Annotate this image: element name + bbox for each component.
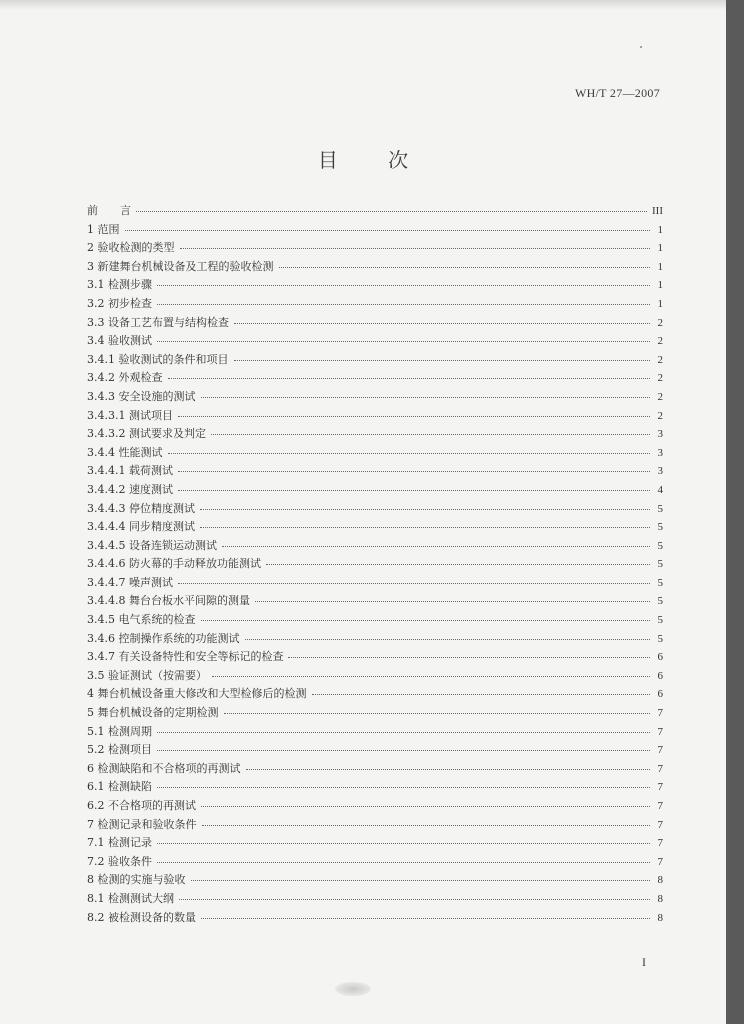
- toc-entry-label: 3.4.4.4 同步精度测试: [87, 520, 195, 534]
- toc-entry-label: 8 检测的实施与验收: [87, 873, 186, 887]
- toc-entry[interactable]: [87, 797, 663, 816]
- toc-entry[interactable]: [87, 555, 663, 574]
- toc-entry[interactable]: [87, 202, 663, 221]
- toc-leader-dots: [222, 545, 650, 547]
- toc-entry-page: 7: [657, 762, 663, 775]
- toc-entry[interactable]: [87, 723, 663, 742]
- toc-entry-page: 3: [657, 465, 663, 478]
- toc-entry[interactable]: [87, 648, 663, 667]
- toc-entry[interactable]: [87, 667, 663, 686]
- toc-entry-label: 3.4.4.1 载荷测试: [87, 464, 173, 478]
- toc-entry-page: 4: [657, 483, 663, 496]
- toc-entry-label: 6 检测缺陷和不合格项的再测试: [87, 761, 241, 775]
- toc-entry[interactable]: [87, 332, 663, 351]
- toc-entry[interactable]: [87, 704, 663, 723]
- toc-entry-label: 3.4.4 性能测试: [87, 445, 163, 459]
- toc-entry[interactable]: [87, 537, 663, 556]
- toc-entry-page: 1: [657, 297, 663, 310]
- toc-entry-label: 3.4.4.7 噪声测试: [87, 575, 173, 589]
- toc-entry-page: 1: [657, 279, 663, 292]
- toc-leader-dots: [168, 377, 651, 379]
- toc-entry-label: 3.4.2 外观检查: [87, 371, 163, 385]
- toc-entry-label: 3.4.4.6 防火幕的手动释放功能测试: [87, 557, 261, 571]
- toc-leader-dots: [201, 805, 650, 807]
- toc-leader-dots: [211, 433, 650, 435]
- toc-leader-dots: [201, 619, 651, 621]
- toc-entry-label: 3.4.4.2 速度测试: [87, 482, 173, 496]
- toc-entry[interactable]: [87, 816, 663, 835]
- toc-leader-dots: [312, 693, 651, 695]
- toc-entry-page: 7: [657, 855, 663, 868]
- toc-entry[interactable]: [87, 239, 663, 258]
- toc-entry[interactable]: [87, 462, 663, 481]
- toc-entry-page: 1: [657, 242, 663, 255]
- toc-entry-label: 1 范围: [87, 222, 120, 236]
- toc-entry-page: 7: [657, 744, 663, 757]
- toc-leader-dots: [157, 842, 650, 844]
- toc-leader-dots: [191, 879, 651, 881]
- standard-code: WH/T 27—2007: [574, 86, 660, 100]
- toc-entry-page: 7: [657, 781, 663, 794]
- toc-entry-page: 2: [657, 335, 663, 348]
- toc-entry[interactable]: [87, 890, 663, 909]
- scanner-background: [726, 0, 744, 1024]
- toc-entry[interactable]: [87, 221, 663, 240]
- toc-leader-dots: [157, 284, 650, 286]
- toc-entry[interactable]: [87, 351, 663, 370]
- toc-entry[interactable]: [87, 518, 663, 537]
- toc-entry[interactable]: [87, 258, 663, 277]
- toc-entry-page: 3: [657, 446, 663, 459]
- toc-leader-dots: [279, 266, 651, 268]
- toc-entry-page: 1: [657, 223, 663, 236]
- toc-entry-page: 8: [657, 911, 663, 924]
- toc-leader-dots: [266, 563, 650, 565]
- toc-entry[interactable]: [87, 834, 663, 853]
- toc-leader-dots: [245, 638, 651, 640]
- toc-entry-label: 3.1 检测步骤: [87, 278, 152, 292]
- toc-entry[interactable]: [87, 741, 663, 760]
- toc-leader-dots: [125, 229, 651, 231]
- toc-entry-label: 前 言: [87, 204, 131, 217]
- toc-entry-page: 5: [657, 521, 663, 534]
- toc-leader-dots: [202, 824, 651, 826]
- toc-leader-dots: [200, 508, 650, 510]
- toc-entry-page: 5: [657, 539, 663, 552]
- toc-entry[interactable]: [87, 611, 663, 630]
- toc-leader-dots: [201, 396, 651, 398]
- scan-speck: [640, 46, 642, 48]
- toc-entry-page: 2: [657, 409, 663, 422]
- toc-leader-dots: [180, 247, 651, 249]
- toc-entry[interactable]: [87, 871, 663, 890]
- toc-entry[interactable]: [87, 778, 663, 797]
- toc-entry-page: 7: [657, 707, 663, 720]
- toc-entry-page: 2: [657, 372, 663, 385]
- toc-entry-page: 5: [657, 576, 663, 589]
- toc-leader-dots: [178, 582, 650, 584]
- toc-entry-page: 5: [657, 595, 663, 608]
- toc-entry-page: 6: [657, 688, 663, 701]
- toc-leader-dots: [179, 898, 650, 900]
- toc-entry[interactable]: [87, 295, 663, 314]
- toc-entry-label: 5.1 检测周期: [87, 724, 152, 738]
- toc-entry-label: 7.1 检测记录: [87, 836, 152, 850]
- toc-entry-label: 3.2 初步检查: [87, 296, 152, 310]
- toc-leader-dots: [201, 917, 650, 919]
- toc-leader-dots: [255, 600, 650, 602]
- toc-entry[interactable]: [87, 425, 663, 444]
- toc-entry-label: 3.4.3 安全设施的测试: [87, 389, 196, 403]
- toc-entry-label: 3.4.4.8 舞台台板水平间隙的测量: [87, 594, 250, 608]
- toc-entry[interactable]: [87, 388, 663, 407]
- toc-entry-page: 2: [657, 390, 663, 403]
- toc-entry[interactable]: [87, 592, 663, 611]
- toc-entry-page: 2: [657, 316, 663, 329]
- toc-entry-page: 6: [657, 651, 663, 664]
- toc-entry-label: 5.2 检测项目: [87, 743, 152, 757]
- toc-entry-page: 7: [657, 800, 663, 812]
- toc-entry-label: 3 新建舞台机械设备及工程的验收检测: [87, 259, 274, 273]
- toc-leader-dots: [157, 749, 650, 751]
- page-number: I: [642, 955, 646, 969]
- toc-entry[interactable]: [87, 853, 663, 872]
- toc-leader-dots: [157, 861, 650, 863]
- toc-entry-page: 5: [657, 632, 663, 645]
- toc-entry[interactable]: [87, 276, 663, 295]
- toc-leader-dots: [168, 452, 651, 454]
- toc-leader-dots: [178, 415, 650, 417]
- toc-leader-dots: [246, 768, 651, 770]
- toc-entry-page: 7: [657, 725, 663, 738]
- toc-entry-label: 6.2 不合格项的再测试: [87, 799, 196, 812]
- toc-entry[interactable]: [87, 444, 663, 463]
- toc-entry-page: 2: [657, 353, 663, 366]
- toc-leader-dots: [157, 731, 650, 733]
- toc-leader-dots: [157, 303, 650, 305]
- toc-entry-label: 3.4.4.3 停位精度测试: [87, 501, 195, 515]
- toc-entry[interactable]: [87, 685, 663, 704]
- toc-leader-dots: [178, 470, 650, 472]
- toc-entry-label: 2 验收检测的类型: [87, 241, 175, 255]
- toc-entry-page: 5: [657, 614, 663, 627]
- scan-shadow: [0, 0, 726, 10]
- toc-entry-label: 3.4.6 控制操作系统的功能测试: [87, 631, 240, 645]
- toc-entry-label: 3.4.5 电气系统的检查: [87, 613, 196, 627]
- toc-entry-label: 5 舞台机械设备的定期检测: [87, 706, 219, 720]
- toc-entry-label: 3.4 验收测试: [87, 334, 152, 348]
- toc-entry-page: III: [652, 205, 663, 217]
- toc-entry[interactable]: [87, 630, 663, 649]
- toc-entry-label: 3.4.3.2 测试要求及判定: [87, 427, 206, 441]
- toc-leader-dots: [157, 786, 650, 788]
- toc-entry-label: 3.4.1 验收测试的条件和项目: [87, 352, 229, 366]
- toc-entry-label: 3.5 验证测试（按需要）: [87, 668, 207, 682]
- toc-entry[interactable]: [87, 500, 663, 519]
- toc-entry-label: 8.1 检测测试大纲: [87, 891, 174, 905]
- toc-entry[interactable]: [87, 407, 663, 426]
- toc-entry-page: 7: [657, 818, 663, 831]
- toc-entry-label: 8.2 被检测设备的数量: [87, 910, 196, 924]
- toc-entry[interactable]: [87, 574, 663, 593]
- toc-entry[interactable]: [87, 314, 663, 333]
- toc-entry-label: 6.1 检测缺陷: [87, 780, 152, 794]
- toc-entry-label: 7 检测记录和验收条件: [87, 817, 197, 831]
- toc-entry-page: 1: [657, 260, 663, 273]
- toc-leader-dots: [212, 675, 650, 677]
- toc-leader-dots: [234, 359, 651, 361]
- toc-leader-dots: [288, 656, 650, 658]
- toc-entry[interactable]: [87, 909, 663, 928]
- toc-entry[interactable]: [87, 760, 663, 779]
- toc-leader-dots: [200, 526, 650, 528]
- toc-entry-page: 7: [657, 837, 663, 850]
- toc-entry-page: 5: [657, 502, 663, 515]
- toc-entry-page: 8: [657, 874, 663, 887]
- toc-entry-page: 5: [657, 558, 663, 571]
- toc-entry-label: 4 舞台机械设备重大修改和大型检修后的检测: [87, 687, 307, 701]
- toc-entry-label: 3.4.4.5 设备连锁运动测试: [87, 538, 217, 552]
- toc-entry-page: 8: [657, 892, 663, 905]
- table-of-contents: [87, 202, 663, 927]
- toc-leader-dots: [136, 210, 647, 212]
- toc-entry-page: 3: [657, 428, 663, 441]
- toc-leader-dots: [234, 322, 650, 324]
- toc-entry-label: 7.2 验收条件: [87, 854, 152, 868]
- toc-leader-dots: [178, 489, 650, 491]
- toc-entry-page: 6: [657, 669, 663, 682]
- toc-leader-dots: [224, 712, 651, 714]
- toc-entry-label: 3.3 设备工艺布置与结构检查: [87, 315, 229, 329]
- toc-leader-dots: [157, 340, 650, 342]
- toc-entry-label: 3.4.3.1 测试项目: [87, 408, 173, 422]
- toc-entry[interactable]: [87, 481, 663, 500]
- page-title: 目 次: [317, 148, 431, 172]
- toc-entry[interactable]: [87, 369, 663, 388]
- scan-smudge: [335, 982, 371, 996]
- toc-entry-label: 3.4.7 有关设备特性和安全等标记的检查: [87, 650, 284, 664]
